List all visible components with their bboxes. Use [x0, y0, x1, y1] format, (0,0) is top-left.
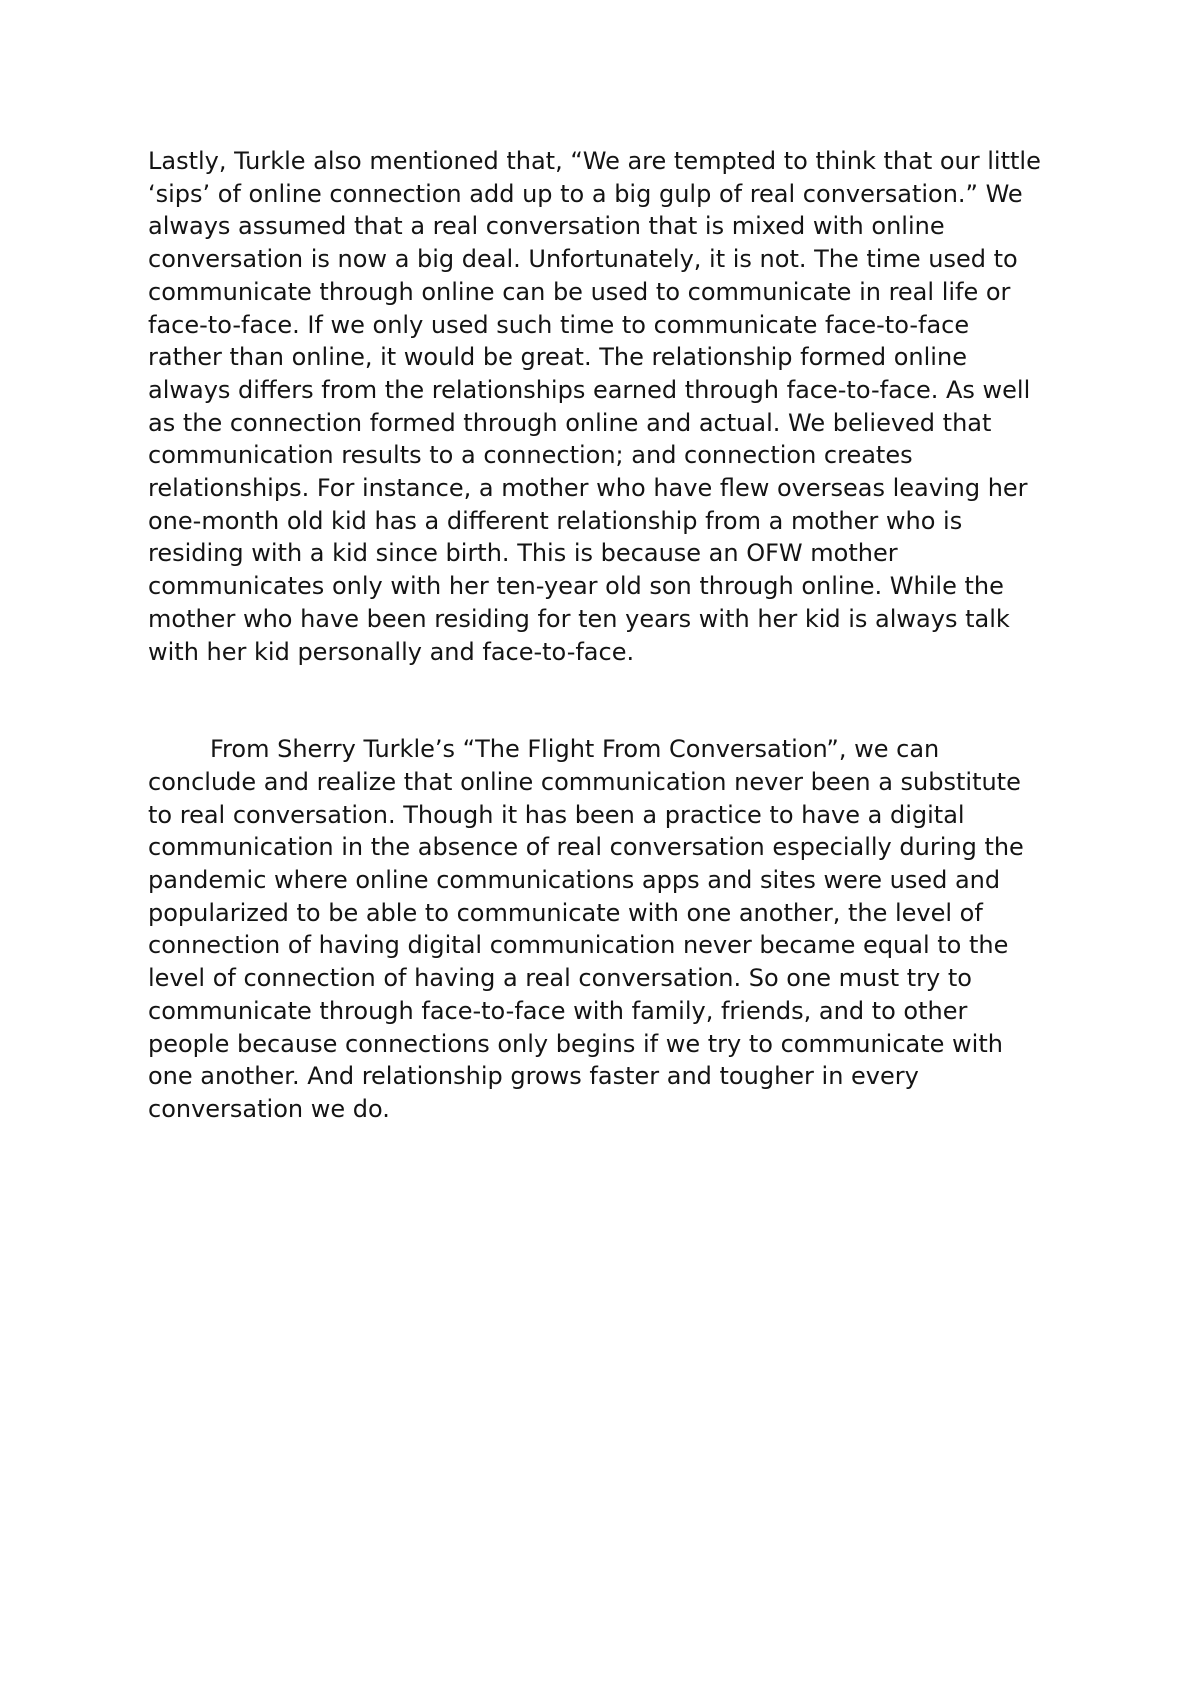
paragraph-line: to real conversation. Though it has been a practice to have a digital	[148, 800, 965, 829]
paragraph-line: always differs from the relationships earned through face-to-face. As well	[148, 375, 1031, 404]
paragraph-line: level of connection of having a real conversation. So one must try to	[148, 964, 972, 993]
paragraph-turkle-sips	[148, 145, 1088, 668]
paragraph-line: communicates only with her ten-year old son through online. While the	[148, 572, 1004, 601]
paragraph-line: conclude and realize that online communication never been a substitute	[148, 767, 1021, 796]
paragraph-line: face-to-face. If we only used such time to communicate face-to-face	[148, 310, 970, 339]
paragraph-line: mother who have been residing for ten years with her kid is always talk	[148, 604, 1010, 633]
paragraph-line: with her kid personally and face-to-face.	[148, 637, 635, 666]
paragraph-line: relationships. For instance, a mother who have flew overseas leaving her	[148, 474, 1028, 503]
paragraph-line: popularized to be able to communicate with one another, the level of	[148, 898, 983, 927]
document-body	[148, 145, 1088, 1126]
paragraph-line: rather than online, it would be great. The relationship formed online	[148, 343, 967, 372]
paragraph-line: people because connections only begins if we try to communicate with	[148, 1029, 1003, 1058]
paragraph-line: communication results to a connection; and connection creates	[148, 441, 913, 470]
paragraph-line: communicate through face-to-face with family, friends, and to other	[148, 996, 968, 1025]
paragraph-line: connection of having digital communication never became equal to the	[148, 931, 1009, 960]
paragraph-line: one another. And relationship grows faster and tougher in every	[148, 1062, 919, 1091]
paragraph-line: pandemic where online communications apps and sites were used and	[148, 866, 1001, 895]
paragraph-spacer	[148, 668, 1088, 733]
paragraph-line: ‘sips’ of online connection add up to a big gulp of real conversation.” We	[148, 179, 1023, 208]
paragraph-conclusion	[148, 733, 1088, 1125]
paragraph-line: as the connection formed through online and actual. We believed that	[148, 408, 992, 437]
paragraph-line: Lastly, Turkle also mentioned that, “We are tempted to think that our little	[148, 147, 1041, 175]
paragraph-line: one-month old kid has a different relationship from a mother who is	[148, 506, 963, 535]
paragraph-line: always assumed that a real conversation that is mixed with online	[148, 212, 945, 241]
paragraph-line: communicate through online can be used to communicate in real life or	[148, 277, 1011, 306]
paragraph-line: communication in the absence of real conversation especially during the	[148, 833, 1024, 862]
paragraph-line: conversation is now a big deal. Unfortunately, it is not. The time used to	[148, 245, 1018, 274]
paragraph-line: conversation we do.	[148, 1094, 390, 1123]
paragraph-first-line: From Sherry Turkle’s “The Flight From Conversation”, we can	[210, 735, 940, 764]
paragraph-line: residing with a kid since birth. This is because an OFW mother	[148, 539, 898, 568]
